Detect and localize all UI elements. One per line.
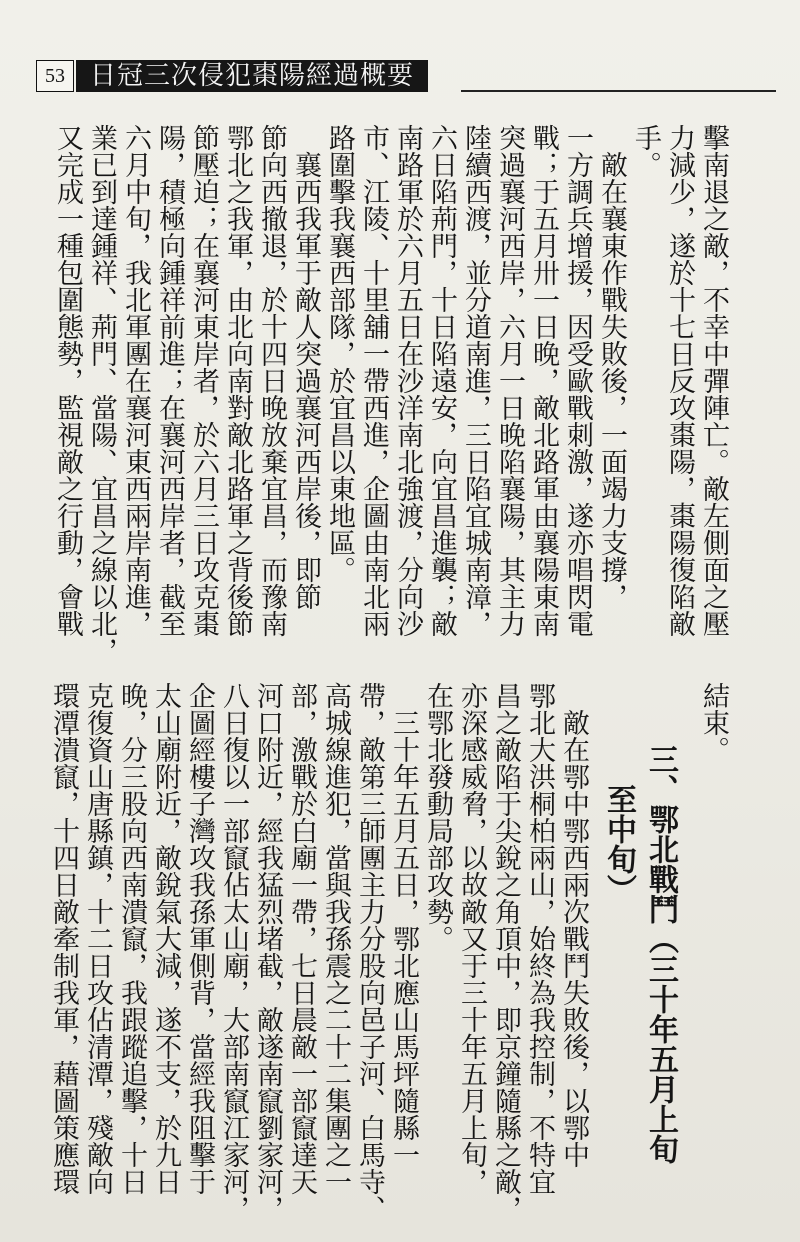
text-column: 鄂北之我軍，由北向南對敵北路軍之背後節 bbox=[222, 124, 253, 637]
text-column: 八日復以一部竄佔太山廟，大部南竄江家河， bbox=[218, 682, 249, 1222]
text-column: 昌之敵陷于尖銳之角頂中，即京鐘隨縣之敵， bbox=[490, 682, 521, 1222]
text-column: 市、江陵、十里舖一帶西進，企圖由南北兩 bbox=[358, 124, 389, 637]
text-column: 亦深感威脅，以故敵又于三十年五月上旬， bbox=[456, 682, 487, 1195]
text-column: 一方調兵增援，因受歐戰刺激，遂亦唱閃電 bbox=[562, 124, 593, 637]
book-title-banner: 日冠三次侵犯棗陽經過概要 bbox=[76, 60, 428, 92]
text-column: 企圖經樓子灣攻我孫軍側背，當經我阻擊于 bbox=[184, 682, 215, 1195]
text-column: 擊南退之敵，不幸中彈陣亡。敵左側面之壓 bbox=[698, 124, 729, 637]
text-column: 業已到達鍾祥、荊門、當陽、宜昌之線以北， bbox=[86, 124, 117, 664]
text-column: 節向西撤退，於十四日晚放棄宜昌，而豫南 bbox=[256, 124, 287, 637]
text-column: 手。 bbox=[630, 124, 661, 178]
text-column: 河口附近，經我猛烈堵截，敵遂南竄劉家河， bbox=[252, 682, 283, 1222]
page-number: 53 bbox=[36, 60, 74, 92]
text-column: 南路軍於六月五日在沙洋南北強渡，分向沙 bbox=[392, 124, 423, 637]
text-column: 路圍擊我襄西部隊，於宜昌以東地區。 bbox=[324, 124, 355, 583]
text-column: 三十年五月五日，鄂北應山馬坪隨縣一 bbox=[388, 682, 419, 1168]
text-column: 結束。 bbox=[698, 682, 729, 763]
text-column: 敵在襄東作戰失敗後，一面竭力支撐， bbox=[596, 124, 627, 610]
text-column: 陽，積極向鍾祥前進；在襄河西岸者，截至 bbox=[154, 124, 185, 637]
text-column: 部，激戰於白廟一帶，七日晨敵一部竄達天 bbox=[286, 682, 317, 1195]
header-rule bbox=[461, 90, 776, 92]
text-column: 環潭潰竄，十四日敵牽制我軍，藉圖策應環 bbox=[48, 682, 79, 1195]
text-column: 帶，敵第三師團主力分股向邑子河、白馬寺、 bbox=[354, 682, 385, 1222]
text-column: 戰；于五月卅一日晚，敵北路軍由襄陽東南 bbox=[528, 124, 559, 637]
text-column: 晚，分三股向西南潰竄，我跟蹤追擊，十日 bbox=[116, 682, 147, 1195]
text-column: 敵在鄂中鄂西兩次戰鬥失敗後，以鄂中 bbox=[558, 682, 589, 1168]
text-column: 太山廟附近，敵銳氣大減，遂不支，於九日 bbox=[150, 682, 181, 1195]
text-column: 克復資山唐縣鎮，十二日攻佔清潭，殘敵向 bbox=[82, 682, 113, 1195]
text-column: 六月中旬，我北軍團在襄河東西兩岸南進， bbox=[120, 124, 151, 637]
text-column: 又完成一種包圍態勢，監視敵之行動，會戰 bbox=[52, 124, 83, 637]
page-header bbox=[36, 60, 776, 94]
text-column: 陸續西渡，並分道南進，三日陷宜城南漳， bbox=[460, 124, 491, 637]
text-column: 鄂北大洪桐柏兩山，始終為我控制，不特宜 bbox=[524, 682, 555, 1195]
text-column: 節壓迫；在襄河東岸者，於六月三日攻克棗 bbox=[188, 124, 219, 637]
text-column: 襄西我軍于敵人突過襄河西岸後，即節 bbox=[290, 124, 321, 610]
section-heading: 三、鄂北戰鬥（三十年五月上旬 bbox=[643, 744, 678, 1164]
section-heading: 至中旬） bbox=[601, 784, 636, 904]
text-column: 在鄂北發動局部攻勢。 bbox=[422, 682, 453, 952]
text-column: 力減少，遂於十七日反攻棗陽，棗陽復陷敵 bbox=[664, 124, 695, 637]
text-column: 突過襄河西岸，六月一日晚陷襄陽，其主力 bbox=[494, 124, 525, 637]
text-column: 高城線進犯，當與我孫震之二十二集團之一 bbox=[320, 682, 351, 1195]
text-column: 六日陷荊門，十日陷遠安，向宜昌進襲；敵 bbox=[426, 124, 457, 637]
